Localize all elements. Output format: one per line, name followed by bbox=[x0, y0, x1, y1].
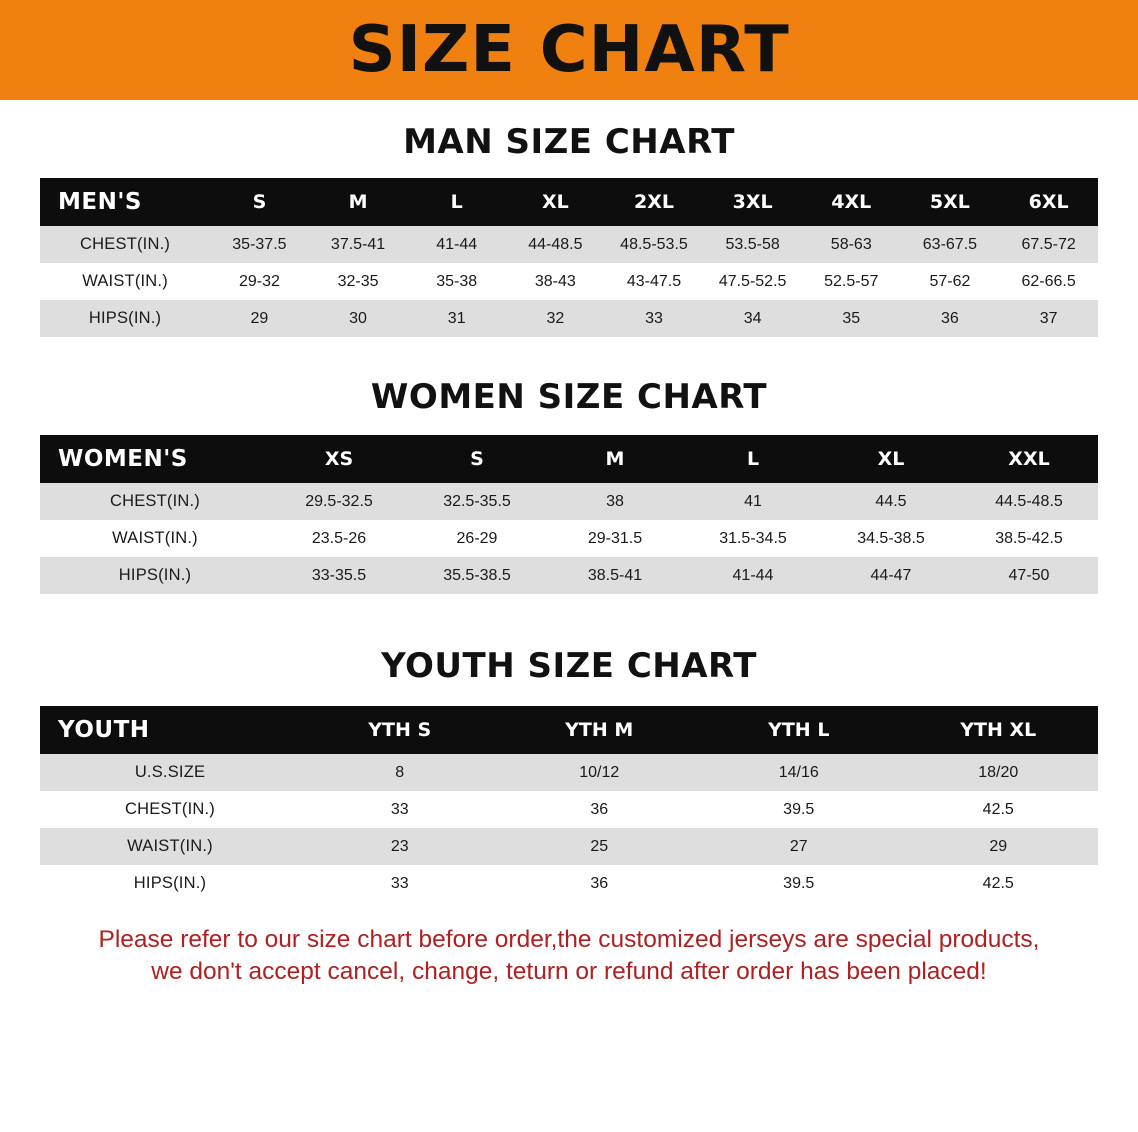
table-cell: 44-47 bbox=[822, 557, 960, 594]
table-row bbox=[40, 828, 1098, 865]
youth-table-header-row bbox=[40, 706, 1098, 754]
row-label: CHEST(IN.) bbox=[40, 483, 270, 520]
table-cell: 8 bbox=[300, 754, 500, 791]
table-cell: 39.5 bbox=[699, 791, 899, 828]
policy-note-line-2: we don't accept cancel, change, teturn or refund after order has been placed! bbox=[151, 958, 987, 986]
table-cell: 47.5-52.5 bbox=[703, 263, 802, 300]
table-cell: 48.5-53.5 bbox=[605, 226, 704, 263]
women-header-cell: L bbox=[684, 435, 822, 483]
row-label: WAIST(IN.) bbox=[40, 520, 270, 557]
women-header-cell: XXL bbox=[960, 435, 1098, 483]
women-size-table bbox=[40, 435, 1098, 594]
table-cell: 29 bbox=[899, 828, 1099, 865]
youth-section-title: YOUTH SIZE CHART bbox=[381, 646, 757, 686]
table-cell: 23 bbox=[300, 828, 500, 865]
man-header-cell: 3XL bbox=[703, 178, 802, 226]
table-row bbox=[40, 754, 1098, 791]
man-header-cell: S bbox=[210, 178, 309, 226]
table-row bbox=[40, 791, 1098, 828]
table-row bbox=[40, 520, 1098, 557]
youth-header-cell: YTH M bbox=[500, 706, 700, 754]
row-label: CHEST(IN.) bbox=[40, 791, 300, 828]
table-cell: 44.5-48.5 bbox=[960, 483, 1098, 520]
table-cell: 18/20 bbox=[899, 754, 1099, 791]
youth-table-wrap bbox=[40, 706, 1098, 902]
table-cell: 58-63 bbox=[802, 226, 901, 263]
women-header-cell: XS bbox=[270, 435, 408, 483]
table-cell: 35 bbox=[802, 300, 901, 337]
man-header-cell: 2XL bbox=[605, 178, 704, 226]
table-cell: 33 bbox=[605, 300, 704, 337]
row-label: U.S.SIZE bbox=[40, 754, 300, 791]
table-cell: 29-32 bbox=[210, 263, 309, 300]
table-cell: 23.5-26 bbox=[270, 520, 408, 557]
table-cell: 38.5-41 bbox=[546, 557, 684, 594]
youth-header-label: YOUTH bbox=[40, 706, 300, 754]
man-size-table bbox=[40, 178, 1098, 337]
youth-header-cell: YTH S bbox=[300, 706, 500, 754]
table-cell: 33-35.5 bbox=[270, 557, 408, 594]
table-cell: 10/12 bbox=[500, 754, 700, 791]
table-cell: 32-35 bbox=[309, 263, 408, 300]
row-label: HIPS(IN.) bbox=[40, 865, 300, 902]
man-table-wrap bbox=[40, 178, 1098, 337]
table-row bbox=[40, 557, 1098, 594]
table-cell: 37 bbox=[999, 300, 1098, 337]
table-cell: 26-29 bbox=[408, 520, 546, 557]
table-cell: 34.5-38.5 bbox=[822, 520, 960, 557]
table-cell: 29.5-32.5 bbox=[270, 483, 408, 520]
youth-size-table bbox=[40, 706, 1098, 902]
row-label: WAIST(IN.) bbox=[40, 828, 300, 865]
table-cell: 35.5-38.5 bbox=[408, 557, 546, 594]
table-cell: 31 bbox=[407, 300, 506, 337]
table-row bbox=[40, 226, 1098, 263]
youth-header-cell: YTH L bbox=[699, 706, 899, 754]
man-header-cell: 6XL bbox=[999, 178, 1098, 226]
table-cell: 37.5-41 bbox=[309, 226, 408, 263]
table-row bbox=[40, 300, 1098, 337]
table-cell: 57-62 bbox=[901, 263, 1000, 300]
table-cell: 44.5 bbox=[822, 483, 960, 520]
women-section-title: WOMEN SIZE CHART bbox=[370, 377, 768, 417]
table-cell: 42.5 bbox=[899, 791, 1099, 828]
table-cell: 36 bbox=[500, 791, 700, 828]
table-cell: 36 bbox=[901, 300, 1000, 337]
table-row bbox=[40, 263, 1098, 300]
table-cell: 41-44 bbox=[407, 226, 506, 263]
women-header-cell: M bbox=[546, 435, 684, 483]
women-table-header-row bbox=[40, 435, 1098, 483]
man-header-cell: 4XL bbox=[802, 178, 901, 226]
table-cell: 52.5-57 bbox=[802, 263, 901, 300]
page-title: SIZE CHART bbox=[348, 13, 790, 87]
row-label: CHEST(IN.) bbox=[40, 226, 210, 263]
table-cell: 29 bbox=[210, 300, 309, 337]
page-banner bbox=[0, 0, 1138, 100]
man-header-cell: XL bbox=[506, 178, 605, 226]
man-section-title: MAN SIZE CHART bbox=[403, 122, 735, 162]
table-cell: 35-38 bbox=[407, 263, 506, 300]
policy-note-line-1: Please refer to our size chart before order,the customized jerseys are special products, bbox=[98, 926, 1040, 953]
table-row bbox=[40, 865, 1098, 902]
table-cell: 33 bbox=[300, 791, 500, 828]
table-cell: 33 bbox=[300, 865, 500, 902]
table-cell: 62-66.5 bbox=[999, 263, 1098, 300]
table-cell: 63-67.5 bbox=[901, 226, 1000, 263]
row-label: HIPS(IN.) bbox=[40, 300, 210, 337]
man-table-header-row bbox=[40, 178, 1098, 226]
man-header-cell: M bbox=[309, 178, 408, 226]
youth-header-cell: YTH XL bbox=[899, 706, 1099, 754]
women-header-label: WOMEN'S bbox=[40, 435, 270, 483]
table-cell: 47-50 bbox=[960, 557, 1098, 594]
table-cell: 38.5-42.5 bbox=[960, 520, 1098, 557]
man-header-label: MEN'S bbox=[40, 178, 210, 226]
table-cell: 14/16 bbox=[699, 754, 899, 791]
table-cell: 41-44 bbox=[684, 557, 822, 594]
table-row bbox=[40, 483, 1098, 520]
table-cell: 34 bbox=[703, 300, 802, 337]
table-cell: 35-37.5 bbox=[210, 226, 309, 263]
table-cell: 27 bbox=[699, 828, 899, 865]
table-cell: 31.5-34.5 bbox=[684, 520, 822, 557]
table-cell: 67.5-72 bbox=[999, 226, 1098, 263]
table-cell: 38-43 bbox=[506, 263, 605, 300]
table-cell: 44-48.5 bbox=[506, 226, 605, 263]
table-cell: 39.5 bbox=[699, 865, 899, 902]
table-cell: 29-31.5 bbox=[546, 520, 684, 557]
man-header-cell: 5XL bbox=[901, 178, 1000, 226]
table-cell: 43-47.5 bbox=[605, 263, 704, 300]
table-cell: 30 bbox=[309, 300, 408, 337]
table-cell: 36 bbox=[500, 865, 700, 902]
table-cell: 41 bbox=[684, 483, 822, 520]
row-label: HIPS(IN.) bbox=[40, 557, 270, 594]
table-cell: 38 bbox=[546, 483, 684, 520]
man-header-cell: L bbox=[407, 178, 506, 226]
women-header-cell: XL bbox=[822, 435, 960, 483]
policy-note bbox=[40, 924, 1098, 989]
women-table-wrap bbox=[40, 435, 1098, 594]
table-cell: 42.5 bbox=[899, 865, 1099, 902]
table-cell: 32 bbox=[506, 300, 605, 337]
women-header-cell: S bbox=[408, 435, 546, 483]
row-label: WAIST(IN.) bbox=[40, 263, 210, 300]
table-cell: 53.5-58 bbox=[703, 226, 802, 263]
table-cell: 25 bbox=[500, 828, 700, 865]
table-cell: 32.5-35.5 bbox=[408, 483, 546, 520]
